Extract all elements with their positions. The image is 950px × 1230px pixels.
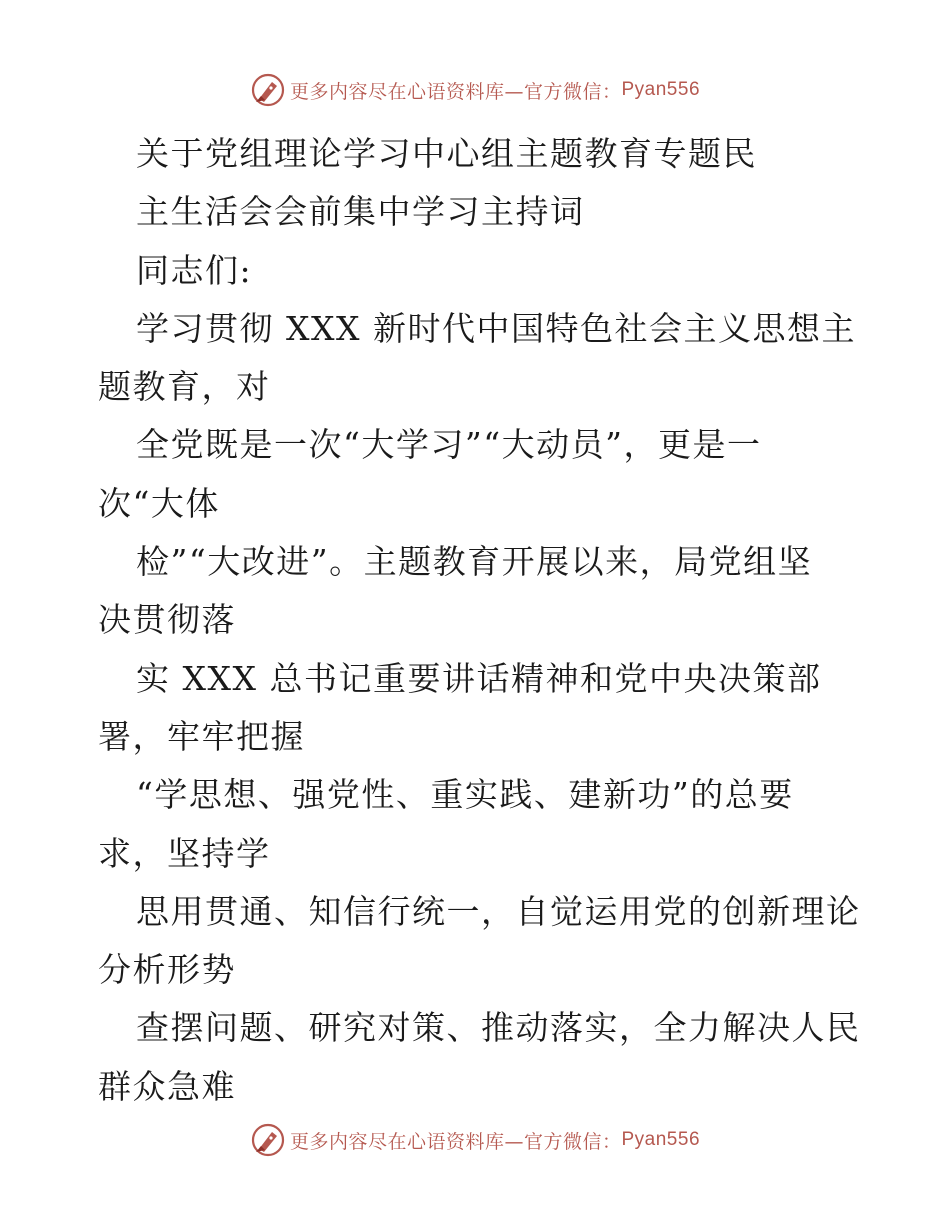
text-line: 全党既是一次“大学习”“大动员”，更是一: [136, 425, 762, 465]
header-watermark-banner: [0, 72, 950, 108]
text-line: 次“大体: [98, 483, 220, 523]
text-line: 题教育，对: [98, 367, 271, 407]
text-line: 同志们:: [136, 250, 253, 290]
banner-wechat-id: Pyan556: [621, 79, 701, 100]
banner-text: 更多内容尽在心语资料库—官方微信：: [289, 80, 622, 103]
footer-watermark-banner: [0, 1122, 950, 1158]
text-line: 学习贯彻 XXX 新时代中国特色社会主义思想主: [136, 308, 856, 348]
text-line: 群众急难: [98, 1066, 236, 1106]
text-line: 关于党组理论学习中心组主题教育专题民: [136, 134, 757, 173]
text-line: 分析形势: [98, 950, 236, 990]
text-line: 检”“大改进”。主题教育开展以来，局党组坚: [136, 542, 813, 582]
text-line: 查摆问题、研究对策、推动落实，全力解决人民: [136, 1008, 861, 1048]
banner-text: 更多内容尽在心语资料库—官方微信：: [289, 1130, 622, 1153]
banner-wechat-id: Pyan556: [621, 1129, 701, 1150]
text-line: 决贯彻落: [98, 600, 236, 640]
text-line: 实 XXX 总书记重要讲话精神和党中央决策部: [136, 658, 822, 698]
document-body: [98, 125, 868, 1116]
pen-nib-logo-icon: [250, 72, 286, 108]
text-line: 思用贯通、知信行统一，自觉运用党的创新理论: [136, 891, 861, 931]
text-line: 求，坚持学: [98, 833, 271, 873]
text-line: 主生活会会前集中学习主持词: [136, 192, 585, 232]
text-line: “学思想、强党性、重实践、建新功”的总要: [136, 775, 794, 815]
pen-nib-logo-icon: [250, 1122, 286, 1158]
text-line: 署，牢牢把握: [98, 716, 305, 756]
